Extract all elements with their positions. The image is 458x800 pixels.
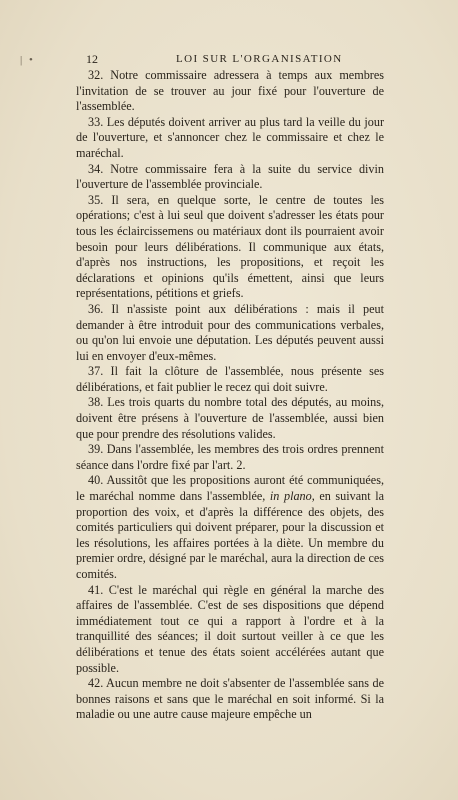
article-number: 33.	[88, 114, 104, 129]
article-41	[76, 583, 384, 677]
article-text-continued: , en suivant la proportion des voix, et d'après la différence des objets, des comités particuliers qui doivent préparer, pour la discussion et les résolutions, les affaires portées à la diète. Un membre du premier ordre, désigné par le maréchal, aura la direction de ces comités.	[76, 489, 384, 581]
article-number: 32.	[88, 68, 104, 82]
article-number: 39.	[88, 442, 104, 457]
body-text	[76, 68, 384, 723]
article-32	[76, 68, 384, 115]
article-number: 37.	[88, 364, 104, 379]
article-text: Il sera, en quelque sorte, le centre de toutes les opérations; c'est à lui seul que doivent s'adresser les états pour tous les éclaircissemens ou matériaux dont ils pourraient avoir besoin pour leurs délibérations. Il communique aux états, d'après nos instructions, les propositions, et reçoit les déclarations et opinions qu'ils émettent, ainsi que leurs représentations, pétitions et griefs.	[76, 192, 385, 301]
article-text: Aussitôt que les propositions auront été communiquées, le maréchal nomme dans l'assemblée,	[76, 473, 384, 504]
article-text: Les trois quarts du nombre total des députés, au moins, doivent être présens à l'ouverture de l'assemblée, aussi bien que pour prendre des résolutions valides.	[76, 395, 385, 441]
article-number: 38.	[88, 395, 104, 410]
article-number: 42.	[88, 676, 104, 691]
article-35	[76, 193, 384, 302]
running-head	[86, 52, 386, 68]
article-36	[76, 302, 384, 364]
article-37	[76, 364, 384, 395]
article-text: Il n'assiste point aux délibérations : mais il peut demander à être introduit pour des communications verbales, ou qu'on lui envoie une députation. Les députés peuvent aussi lui en envoyer d'eux-mêmes.	[76, 301, 385, 363]
article-text: Les députés doivent arriver au plus tard la veille du jour de l'ouverture, et s'annoncer chez le commissaire et chez le maréchal.	[76, 114, 385, 160]
article-text: Il fait la clôture de l'assemblée, nous présente ses délibérations, et fait publier le recez qui doit suivre.	[76, 364, 385, 394]
article-text: Dans l'assemblée, les membres des trois ordres prennent séance dans l'ordre fixé par l'art. 2.	[76, 442, 385, 472]
article-text: Aucun membre ne doit s'absenter de l'assemblée sans de bonnes raisons et sans que le maréchal en soit informé. Si la maladie ou une autre cause majeure empêche un	[76, 676, 384, 722]
article-text: Notre commissaire fera à la suite du service divin l'ouverture de l'assemblée provinciale.	[76, 161, 384, 192]
article-number: 41.	[88, 582, 104, 597]
margin-mark: | •	[20, 54, 35, 66]
article-33	[76, 115, 384, 162]
article-text: C'est le maréchal qui règle en général la marche des affaires de l'assemblée. C'est de ses dispositions que dépend immédiatement tout ce qui a rapport à l'ordre et à la tranquillité des séances; il doit surtout veiller à ce que les délibérations et tenue des états soient accélérées autant que possible.	[76, 582, 385, 675]
article-text: Notre commissaire adressera à temps aux membres l'invitation de se trouver au jour fixé pour l'ouverture de l'assemblée.	[76, 68, 384, 114]
article-number: 40.	[88, 473, 104, 488]
article-number: 34.	[88, 161, 104, 176]
article-number: 35.	[88, 192, 104, 207]
article-40	[76, 473, 384, 582]
italic-phrase: in plano	[269, 489, 312, 504]
article-number: 36.	[88, 301, 104, 316]
article-34	[76, 162, 384, 193]
article-38	[76, 395, 384, 442]
article-42	[76, 676, 384, 723]
article-39	[76, 442, 384, 473]
running-title: LOI SUR L'ORGANISATION	[176, 53, 343, 65]
page-number: 12	[86, 52, 98, 66]
